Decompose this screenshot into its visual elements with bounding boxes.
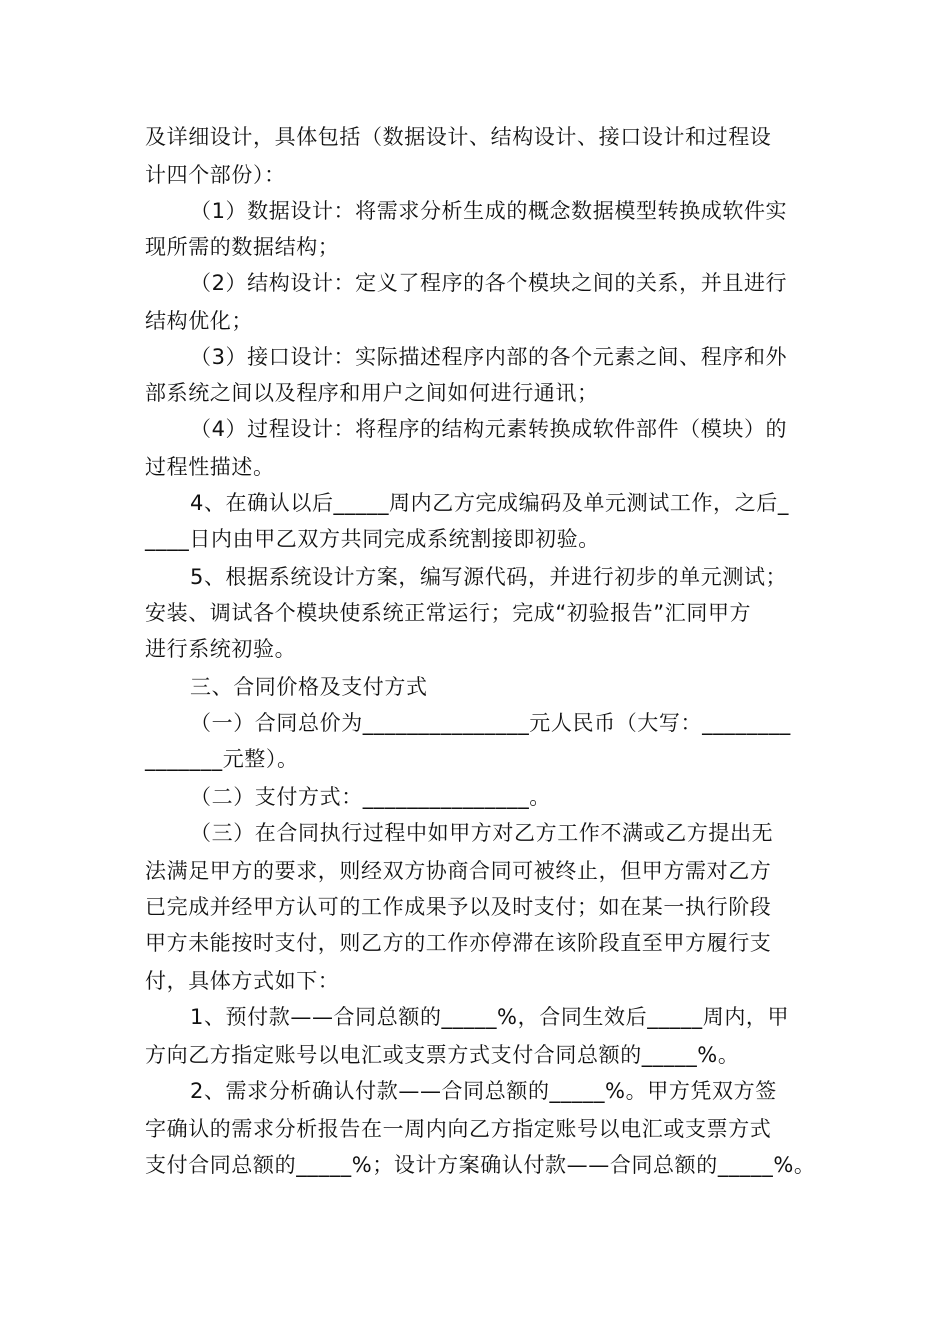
text-line: 部系统之间以及程序和用户之间如何进行通讯；: [145, 381, 599, 405]
text-line: 及详细设计，具体包括（数据设计、结构设计、接口设计和过程设: [145, 125, 772, 149]
text-line: （一）合同总价为_______________元人民币（大写：________: [190, 711, 791, 735]
text-line: （3）接口设计：实际描述程序内部的各个元素之间、程序和外: [190, 345, 788, 369]
text-line: （2）结构设计：定义了程序的各个模块之间的关系，并且进行: [190, 271, 788, 295]
text-line: 已完成并经甲方认可的工作成果予以及时支付；如在某一执行阶段: [145, 895, 772, 919]
text-line: （二）支付方式：_______________。: [190, 785, 551, 809]
text-line: （三）在合同执行过程中如甲方对乙方工作不满或乙方提出无: [190, 821, 774, 845]
text-line: 现所需的数据结构；: [145, 235, 340, 259]
text-line: 2、需求分析确认付款——合同总额的_____%。甲方凭双方签: [190, 1079, 777, 1103]
text-line: 4、在确认以后_____周内乙方完成编码及单元测试工作，之后_: [190, 491, 789, 515]
text-line: 1、预付款——合同总额的_____%，合同生效后_____周内，甲: [190, 1005, 790, 1029]
text-line: 字确认的需求分析报告在一周内向乙方指定账号以电汇或支票方式: [145, 1117, 772, 1141]
text-line: 进行系统初验。: [145, 637, 297, 661]
text-line: 支付合同总额的_____%；设计方案确认付款——合同总额的_____%。: [145, 1153, 816, 1177]
section-heading: 三、合同价格及支付方式: [190, 675, 428, 699]
text-line: （4）过程设计：将程序的结构元素转换成软件部件（模块）的: [190, 417, 788, 441]
text-line: 付，具体方式如下：: [145, 969, 340, 993]
text-line: 结构优化；: [145, 309, 253, 333]
text-line: 甲方未能按时支付，则乙方的工作亦停滞在该阶段直至甲方履行支: [145, 931, 772, 955]
text-line: 方向乙方指定账号以电汇或支票方式支付合同总额的_____%。: [145, 1043, 740, 1067]
text-line: _______元整）。: [145, 747, 299, 771]
text-line: 5、根据系统设计方案，编写源代码，并进行初步的单元测试；: [190, 565, 788, 589]
text-line: ____日内由甲乙双方共同完成系统割接即初验。: [145, 527, 600, 551]
text-line: 法满足甲方的要求，则经双方协商合同可被终止，但甲方需对乙方: [145, 859, 772, 883]
text-line: 计四个部份）：: [145, 163, 286, 187]
text-line: 过程性描述。: [145, 455, 275, 479]
text-line: （1）数据设计：将需求分析生成的概念数据模型转换成软件实: [190, 199, 788, 223]
text-line: 安装、调试各个模块使系统正常运行；完成“初验报告”汇同甲方: [145, 601, 752, 625]
